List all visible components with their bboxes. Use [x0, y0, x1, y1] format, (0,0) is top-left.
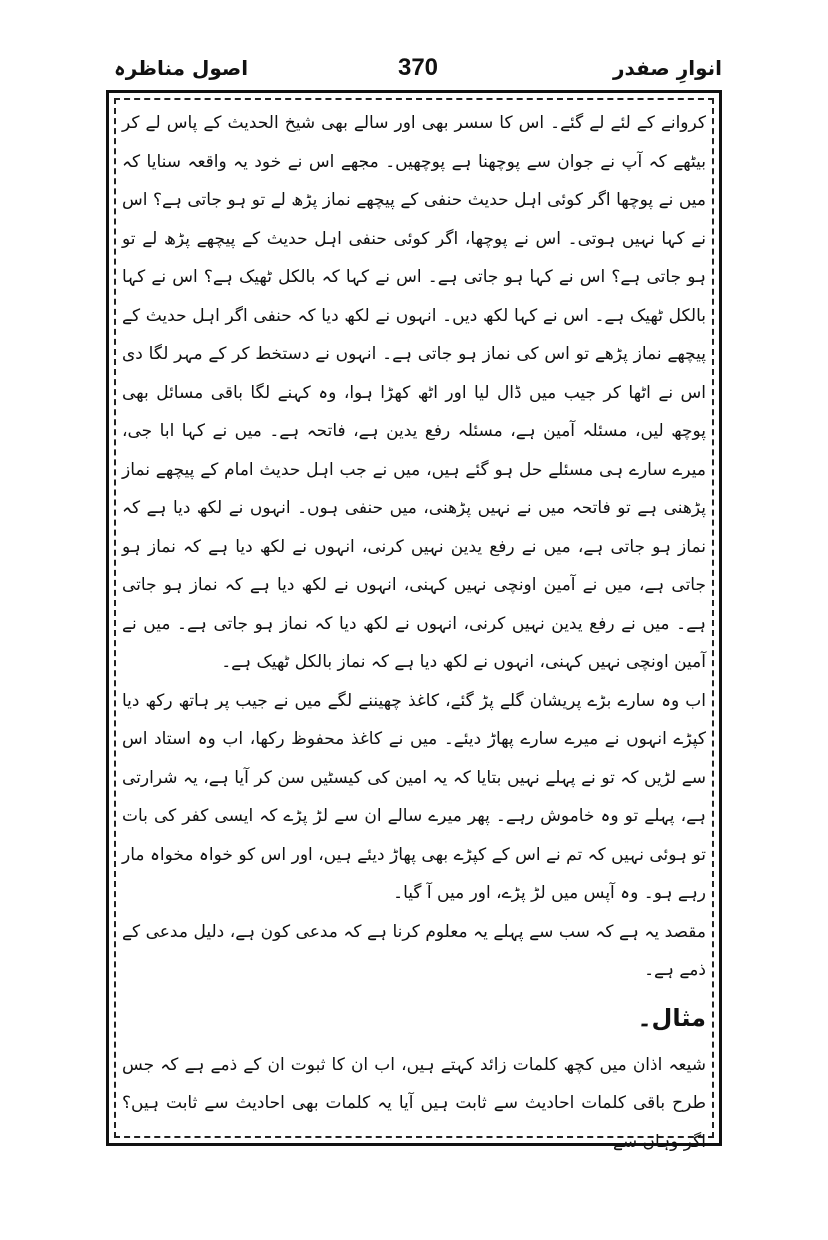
book-title: انوارِ صفدر [612, 56, 722, 80]
paragraph-2: اب وہ سارے بڑے پریشان گلے پڑ گئے، کاغذ چھیننے لگے میں نے جیب پر ہاتھ رکھ دیا کپڑے انہوں نے میرے سارے پھاڑ دیئے۔ میں نے کاغذ محفوظ رکھا، اب وہ استاد اس سے لڑیں کہ تو نے پہلے نہیں بتایا کہ یہ امین کی کیسٹیں سن کر آیا ہے، یہ شرارتی ہے، پہلے تو وہ خاموش رہے۔ پھر میرے سالے ان سے لڑ پڑے کہ ایسی کفر کی بات تو ہوئی نہیں کہ تم نے اس کے کپڑے بھی پھاڑ دیئے ہیں، اور اس کو خواہ مخواہ مار رہے ہو۔ وہ آپس میں لڑ پڑے، اور میں آ گیا۔ [122, 690, 706, 903]
page-header [112, 52, 724, 92]
example-heading: مثال۔ [637, 1003, 706, 1032]
section-title: اصول مناظرہ [114, 56, 249, 80]
page-body [122, 104, 706, 1152]
paragraph-3: مقصد یہ ہے کہ سب سے پہلے یہ معلوم کرنا ہے کہ مدعی کون ہے، دلیل مدعی کے ذمے ہے۔ [122, 921, 706, 980]
paragraph-4: شیعہ اذان میں کچھ کلمات زائد کہتے ہیں، اب ان کا ثبوت ان کے ذمے ہے کہ جس طرح باقی کلمات احادیث سے ثابت ہیں آیا یہ کلمات بھی احادیث سے ثابت ہیں؟ اگر وہاں سے [122, 1054, 706, 1152]
page-number: 370 [397, 54, 439, 81]
paragraph-1: کروانے کے لئے لے گئے۔ اس کا سسر بھی اور سالے بھی شیخ الحدیث کے پاس لے کر بیٹھے کہ آپ نے جوان سے پوچھنا ہے پوچھیں۔ مجھے اس نے خود یہ واقعہ سنایا کہ میں نے پوچھا اگر کوئی اہل حدیث حنفی کے پیچھے نماز پڑھ لے تو ہو جاتی ہے؟ اس نے کہا نہیں ہوتی۔ اس نے پوچھا، اگر کوئی حنفی اہل حدیث کے پیچھے پڑھ لے تو ہو جاتی ہے؟ اس نے کہا ہو جاتی ہے۔ اس نے کہا کہ بالکل ٹھیک ہے؟ اس نے کہا بالکل ٹھیک ہے۔ اس نے کہا لکھ دیں۔ انہوں نے لکھ دیا کہ حنفی اگر اہل حدیث کے پیچھے نماز پڑھے تو اس کی نماز ہو جاتی ہے۔ انہوں نے دستخط کر کے مہر لگا دی اس نے اٹھا کر جیب میں ڈال لیا اور اٹھ کھڑا ہوا، وہ کہنے لگا باقی مسائل بھی پوچھ لیں، مسئلہ آمین ہے، مسئلہ رفع یدین ہے، فاتحہ ہے۔ میں نے کہا ابا جی، میرے سارے ہی مسئلے حل ہو گئے ہیں، میں نے جب اہل حدیث امام کے پیچھے نماز پڑھنی ہے تو فاتحہ میں نے نہیں پڑھنی، میں حنفی ہوں۔ انہوں نے لکھ دیا ہے کہ نماز ہو جاتی ہے، میں نے رفع یدین نہیں کرنی، انہوں نے لکھ دیا ہے کہ نماز ہو جاتی ہے، میں نے آمین اونچی نہیں کہنی، انہوں نے لکھ دیا ہے کہ نماز ہو جاتی ہے۔ میں نے رفع یدین نہیں کرنی، انہوں نے لکھ دیا کہ نماز ہو جاتی ہے۔ میں نے آمین اونچی نہیں کہنی، انہوں نے لکھ دیا ہے کہ نماز بالکل ٹھیک ہے۔ [122, 113, 706, 672]
